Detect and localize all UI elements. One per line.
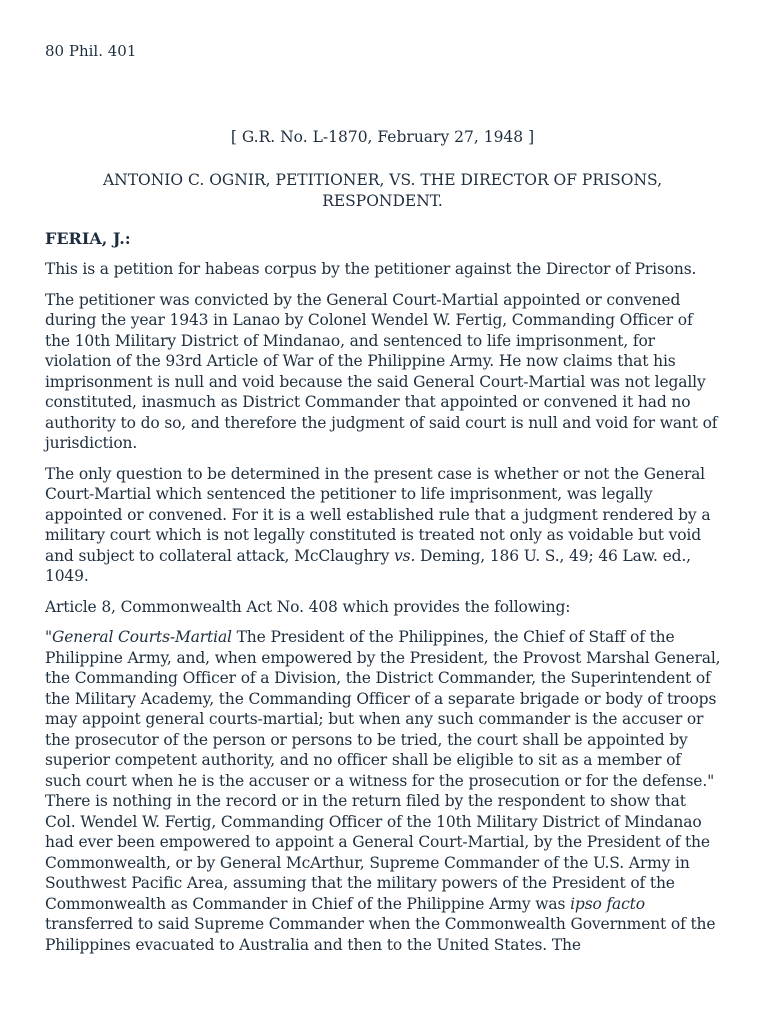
ponente-heading: FERIA, J.:: [45, 229, 131, 248]
paragraph-1: This is a petition for habeas corpus by the petitioner against the Director of Prisons.: [45, 260, 697, 278]
paragraph-3-text-b: Deming, 186 U. S., 49; 46 Law. ed., 1049.: [45, 546, 691, 585]
quoted-provision: [45, 627, 721, 791]
ipso-facto-italic: ipso facto: [570, 894, 645, 913]
paragraph-6-text-a: There is nothing in the record or in the return filed by the respondent to show that Col. Wendel W. Fertig, Commanding Officer of the 10th Military District of Mindanao had ever been empowered to appoint a General Court-Martial, by the President of the Commonwealth, or by General McArthur, Supreme Commander of the U.S. Army in Southwest Pacific Area, assuming that the military powers of the President of the Commonwealth as Commander in Chief of the Philippine Army was: [45, 792, 710, 913]
paragraph-3: [45, 464, 721, 587]
case-parties: ANTONIO C. OGNIR, PETITIONER, VS. THE DIRECTOR OF PRISONS, RESPONDENT.: [102, 171, 663, 210]
case-number: [ G.R. No. L-1870, February 27, 1948 ]: [230, 128, 535, 146]
paragraph-4: Article 8, Commonwealth Act No. 408 which provides the following:: [45, 597, 571, 616]
paragraph-2: The petitioner was convicted by the General Court-Martial appointed or convened during the year 1943 in Lanao by Colonel Wendel W. Fertig, Commanding Officer of the 10th Military District of Mindanao, and sentenced to life imprisonment, for violation of the 93rd Article of War of the Philippine Army. He now claims that his imprisonment is null and void because the said General Court-Martial was not legally constituted, inasmuch as District Commander that appointed or convened it had no authority to do so, and therefore the judgment of said court is null and void for want of jurisdiction.: [45, 290, 718, 452]
quote-open: ": [45, 628, 52, 646]
decision-body: [45, 259, 721, 965]
paragraph-3-text-a: The only question to be determined in the present case is whether or not the General Court-Martial which sentenced the petitioner to life imprisonment, was legally appointed or convened. For it is a well established rule that a judgment rendered by a military court which is not legally constituted is treated not only as voidable but void and subject to collateral attack, McClaughry: [45, 464, 711, 565]
paragraph-6-text-b: transferred to said Supreme Commander when the Commonwealth Government of the Philippines evacuated to Australia and then to the United States. The: [45, 915, 716, 954]
case-citation: 80 Phil. 401: [45, 42, 137, 60]
versus-italic: vs.: [394, 546, 416, 565]
paragraph-6: [45, 791, 721, 955]
provision-text: The President of the Philippines, the Chief of Staff of the Philippine Army, and, when empowered by the President, the Provost Marshal General, the Commanding Officer of a Division, the District Commander, the Superintendent of the Military Academy, the Commanding Officer of a separate brigade or body of troops may appoint general courts-martial; but when any such commander is the accuser or the prosecutor of the person or persons to be tried, the court shall be appointed by superior competent authority, and no officer shall be eligible to sit as a member of such court when he is the accuser or a witness for the prosecution or for the defense.": [45, 628, 721, 790]
provision-title-italic: General Courts-Martial: [51, 628, 232, 646]
